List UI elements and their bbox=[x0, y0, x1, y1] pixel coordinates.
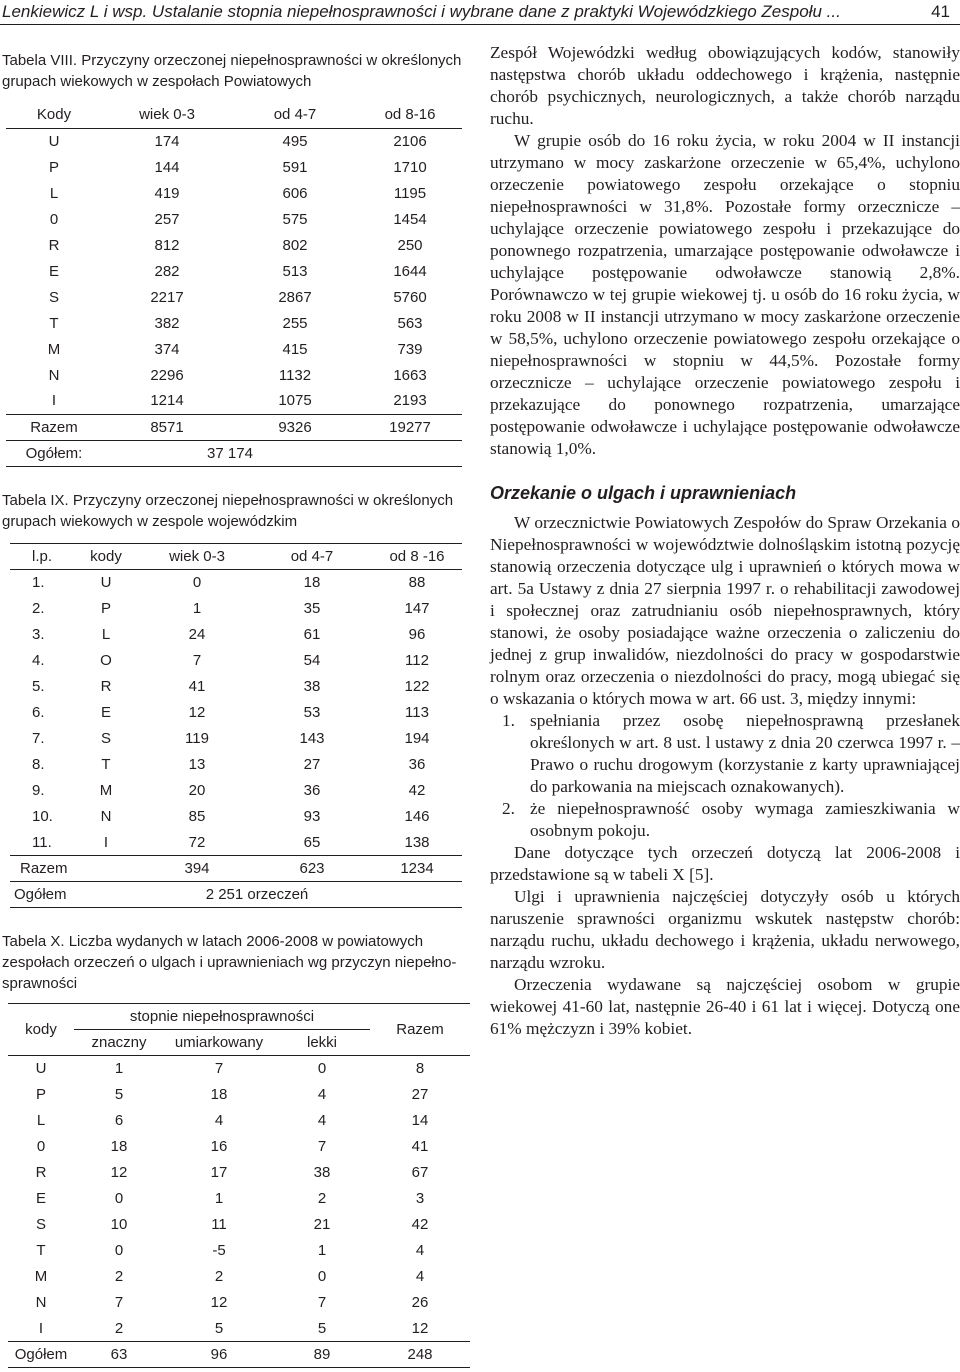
sum-cell: 9326 bbox=[232, 414, 358, 440]
table-row bbox=[8, 1056, 470, 1082]
table-cell: 250 bbox=[397, 236, 423, 254]
table-cell: 4 bbox=[415, 1268, 425, 1285]
table-cell: 8 bbox=[415, 1060, 425, 1078]
table-cell: S bbox=[100, 730, 111, 747]
table-header-row bbox=[8, 1004, 470, 1030]
table8-caption: Tabela VIII. Przyczyny orzeczonej niepełnosprawności w określonych grupach wiekowych w zespołach Powiatowych bbox=[2, 52, 462, 90]
section-heading: Orzekanie o ulgach i uprawnieniach bbox=[490, 483, 797, 503]
table-cell: I bbox=[103, 833, 109, 851]
total-value: 2 251 orzeczeń bbox=[142, 882, 372, 908]
table-row bbox=[6, 154, 462, 180]
table-cell: 7 bbox=[114, 1294, 124, 1311]
table-cell: 194 bbox=[404, 730, 430, 747]
table-cell: 415 bbox=[282, 340, 308, 358]
table9-caption: Tabela IX. Przyczyny orzeczonej niepełnosprawności w określonych grupach wiekowych w zespole wojewódzkim bbox=[2, 492, 454, 530]
table-cell: 0 bbox=[114, 1190, 124, 1207]
table-row bbox=[8, 1212, 470, 1238]
paragraph: Zespół Wojewódzki według obowiązujących kodów, stanowiły następstwa chorób układu oddechowego i krążenia, następnie chorób psychicznych, neurologicznych, a także chorób narządu ruchu. bbox=[490, 43, 960, 128]
table-cell: 16 bbox=[210, 1138, 228, 1155]
list-item-text: spełniania przez osobę niepełnosprawną przesłanek określonych w art. 8 ust. l ustawy z dnia 20 czerwca 1997 r. – Prawo o ruchu drogowym (korzystanie z karty uprawniającej do parkowania na miejscach oznakowanych). bbox=[530, 711, 960, 796]
table-cell: 35 bbox=[303, 600, 321, 617]
sum-cell: 623 bbox=[252, 856, 372, 882]
table-row bbox=[8, 1186, 470, 1212]
table-cell: 6. bbox=[32, 704, 45, 721]
table-cell: 7 bbox=[192, 652, 202, 669]
total-row bbox=[6, 440, 462, 466]
table-cell: 606 bbox=[282, 184, 308, 202]
table-cell: 72 bbox=[188, 833, 206, 851]
table-cell: 113 bbox=[405, 704, 429, 721]
table-cell: 2 bbox=[114, 1268, 124, 1285]
sum-label: Razem bbox=[10, 856, 142, 882]
table-cell: 1195 bbox=[393, 184, 427, 202]
sum-cell: 8571 bbox=[102, 414, 232, 440]
table-cell: 563 bbox=[397, 314, 423, 332]
table-cell: 2. bbox=[32, 600, 45, 617]
total-row bbox=[8, 1342, 470, 1368]
table-cell: 2296 bbox=[150, 366, 184, 384]
table-cell: 495 bbox=[282, 132, 308, 150]
list-item bbox=[490, 710, 960, 798]
table-cell: I bbox=[38, 1319, 44, 1337]
table-cell: 1644 bbox=[393, 262, 427, 280]
table-cell: R bbox=[100, 678, 112, 695]
table-cell: 11 bbox=[211, 1216, 227, 1233]
column-header: kody bbox=[70, 544, 142, 570]
table-cell: 2 bbox=[214, 1268, 224, 1285]
table-row bbox=[10, 726, 462, 752]
table-cell: M bbox=[99, 782, 113, 799]
page-number: 41 bbox=[931, 2, 950, 21]
table-row bbox=[6, 128, 462, 154]
body-text-column bbox=[490, 42, 960, 1040]
table-cell: L bbox=[36, 1112, 46, 1129]
table-cell: 27 bbox=[411, 1086, 429, 1103]
table-cell: N bbox=[35, 1294, 47, 1311]
table-row bbox=[8, 1316, 470, 1342]
table-cell: 4 bbox=[214, 1112, 224, 1129]
table-cell: 144 bbox=[154, 158, 180, 176]
table-cell: 11. bbox=[32, 833, 52, 851]
list-item-text: że niepełnosprawność osoby wymaga zamieszkiwania w osobnym pokoju. bbox=[530, 799, 960, 840]
table-cell: 2217 bbox=[150, 288, 184, 306]
table-cell: 10. bbox=[32, 808, 53, 825]
table-row bbox=[10, 596, 462, 622]
table-cell: 374 bbox=[154, 340, 180, 358]
table-cell: 0 bbox=[192, 574, 202, 592]
table-row bbox=[8, 1134, 470, 1160]
table-cell: 0 bbox=[317, 1060, 327, 1078]
column-group-header: stopnie niepełnosprawności bbox=[74, 1004, 370, 1030]
total-label: Ogółem: bbox=[6, 440, 102, 466]
table-cell: 27 bbox=[303, 756, 321, 773]
table-cell: 174 bbox=[154, 132, 180, 150]
table-cell: 2 bbox=[114, 1319, 124, 1337]
table-cell: 54 bbox=[303, 652, 321, 669]
table-row bbox=[6, 284, 462, 310]
table-cell: 2867 bbox=[278, 288, 312, 306]
table-cell: 41 bbox=[188, 678, 206, 695]
table-cell: 36 bbox=[408, 756, 426, 773]
list-number: 1. bbox=[502, 711, 515, 730]
table-cell: 8. bbox=[32, 756, 45, 773]
table-cell: 36 bbox=[303, 782, 321, 799]
paragraph: Orzeczenia wydawane są najczęściej osobom w grupie wiekowej 41-60 lat, następnie 26-40 i 61 lat i więcej. Dotyczą one 61% mężczyzn i 39% kobiet. bbox=[490, 975, 960, 1038]
table-cell: 93 bbox=[303, 808, 321, 825]
table-row bbox=[6, 388, 462, 414]
table-cell: 802 bbox=[282, 236, 308, 254]
table-cell: 4 bbox=[317, 1112, 327, 1129]
table-cell: U bbox=[35, 1060, 47, 1078]
table-cell: 12 bbox=[411, 1319, 429, 1337]
table-cell: 5760 bbox=[393, 288, 427, 306]
table-cell: 0 bbox=[317, 1268, 327, 1285]
table-cell: 419 bbox=[154, 184, 180, 202]
sum-cell: 1234 bbox=[372, 856, 462, 882]
table10 bbox=[8, 1003, 470, 1368]
table-cell: 7 bbox=[214, 1060, 224, 1078]
sum-row bbox=[6, 414, 462, 440]
table-cell: S bbox=[35, 1216, 46, 1233]
table-row bbox=[6, 232, 462, 258]
table-cell: 38 bbox=[313, 1164, 331, 1181]
table-cell: P bbox=[35, 1086, 46, 1103]
table-row bbox=[10, 570, 462, 596]
table-cell: 18 bbox=[110, 1138, 128, 1155]
table-row bbox=[6, 180, 462, 206]
table-cell: 10 bbox=[110, 1216, 128, 1233]
table-cell: 1075 bbox=[278, 392, 312, 410]
table-cell: E bbox=[35, 1190, 46, 1207]
total-cell: 96 bbox=[164, 1342, 274, 1368]
table9 bbox=[10, 543, 462, 908]
table-cell: 1454 bbox=[393, 210, 427, 228]
table-cell: T bbox=[49, 314, 59, 332]
table-cell: 5. bbox=[32, 678, 45, 695]
table-cell: 1663 bbox=[393, 366, 427, 384]
table-cell: 2106 bbox=[393, 132, 427, 150]
paragraph: Dane dotyczące tych orzeczeń dotyczą lat 2006-2008 i przedstawione są w tabeli X [5]. bbox=[490, 843, 960, 884]
total-cell: 248 bbox=[370, 1342, 470, 1368]
table-header-row bbox=[10, 544, 462, 570]
table-cell: 88 bbox=[408, 574, 426, 592]
table-cell: 4 bbox=[415, 1242, 425, 1259]
table-cell: 65 bbox=[303, 833, 321, 851]
table-cell: 1 bbox=[317, 1242, 327, 1259]
table-cell: -5 bbox=[212, 1242, 226, 1259]
table-cell: N bbox=[100, 808, 112, 825]
table-cell: 143 bbox=[299, 730, 325, 747]
total-cell: 89 bbox=[274, 1342, 370, 1368]
table-cell: 7 bbox=[317, 1294, 327, 1311]
table-cell: 1. bbox=[32, 574, 45, 592]
table-cell: 5 bbox=[114, 1086, 124, 1103]
column-header: Razem bbox=[370, 1004, 470, 1056]
table-cell: 6 bbox=[114, 1112, 124, 1129]
table-cell: 12 bbox=[210, 1294, 228, 1311]
table-cell: T bbox=[101, 756, 111, 773]
table-cell: 61 bbox=[303, 626, 321, 643]
table-cell: M bbox=[34, 1268, 48, 1285]
table-cell: U bbox=[48, 132, 60, 150]
table-cell: 4. bbox=[32, 652, 45, 669]
sum-cell: Razem bbox=[6, 414, 102, 440]
table-cell: 122 bbox=[404, 678, 430, 695]
table-cell: 53 bbox=[303, 704, 321, 721]
table-cell: 85 bbox=[188, 808, 206, 825]
column-header: umiarkowany bbox=[164, 1030, 274, 1056]
column-header: kody bbox=[8, 1004, 74, 1056]
table-cell: 7 bbox=[317, 1138, 327, 1155]
table-cell: 112 bbox=[405, 652, 429, 669]
table-cell: T bbox=[36, 1242, 46, 1259]
table-cell: 575 bbox=[282, 210, 308, 228]
table-cell: O bbox=[100, 652, 112, 669]
numbered-list bbox=[490, 710, 960, 842]
table-row bbox=[8, 1264, 470, 1290]
table-row bbox=[10, 700, 462, 726]
table-cell: 513 bbox=[282, 262, 308, 280]
table-cell: 42 bbox=[408, 782, 426, 799]
table-cell: 96 bbox=[408, 626, 426, 643]
table-cell: P bbox=[100, 600, 111, 617]
list-number: 2. bbox=[502, 799, 515, 818]
table-row bbox=[10, 674, 462, 700]
table10-caption: Tabela X. Liczba wydanych w latach 2006-2008 w powiatowych zespołach orzeczeń o ulgach i uprawnieniach wg przyczyn niepełno-sprawności bbox=[2, 933, 457, 992]
table-cell: 5 bbox=[214, 1319, 224, 1337]
table-cell: 67 bbox=[411, 1164, 429, 1181]
table-cell: M bbox=[47, 340, 61, 358]
table-cell: 12 bbox=[110, 1164, 128, 1181]
table-cell: 0 bbox=[36, 1138, 46, 1155]
table-cell: N bbox=[48, 366, 60, 384]
empty-cell bbox=[372, 882, 462, 908]
table-cell: 382 bbox=[154, 314, 180, 332]
column-header: od 8-16 bbox=[358, 102, 462, 128]
table-cell: 3 bbox=[415, 1190, 425, 1207]
table-cell: R bbox=[48, 236, 60, 254]
table-cell: 1214 bbox=[150, 392, 184, 410]
table-cell: 4 bbox=[317, 1086, 327, 1103]
table-row bbox=[10, 648, 462, 674]
table-cell: 41 bbox=[411, 1138, 429, 1155]
paragraph: W grupie osób do 16 roku życia, w roku 2004 w II instancji utrzymano w mocy zaskarżone orzeczenie w 65,4%, uchylono orzeczenie powiatowego zespołu orzekające o stopniu niepełnosprawności w 31,8%. Pozostałe formy orzecznicze – uchylające orzeczenie powiatowego zespołu i przekazujące do ponownego rozpatrzenia, umarzające postępowanie odwoławcze i uchylające postępowanie odwoławcze stanowią 2,8%. Porównawczo w tej grupie wiekowej tj. u osób do 16 roku życia, w roku 2008 w II instancji utrzymano w mocy zaskarżone orzeczenie w 58,5%, uchylono orzeczenie powiatowego zespołu orzekające o niepełnosprawności w stopniu w 44,5%. Pozostałe formy orzecznicze – uchylające orzeczenie powiatowego zespołu i przekazujące do ponownego rozpatrzenia, umarzające postępowanie odwoławcze i uchylające postępowanie odwoławcze stanowią 1,0%. bbox=[490, 131, 960, 458]
column-header: lekki bbox=[274, 1030, 370, 1056]
table-cell: L bbox=[49, 184, 59, 202]
table-row bbox=[8, 1082, 470, 1108]
table-cell: 282 bbox=[154, 262, 180, 280]
empty-cell bbox=[358, 440, 462, 466]
table-row bbox=[6, 362, 462, 388]
table-cell: 17 bbox=[210, 1164, 228, 1181]
table-cell: 1 bbox=[214, 1190, 224, 1207]
table-row bbox=[6, 206, 462, 232]
table-cell: 0 bbox=[114, 1242, 124, 1259]
total-row bbox=[10, 882, 462, 908]
table-cell: 21 bbox=[313, 1216, 331, 1233]
table-cell: R bbox=[35, 1164, 47, 1181]
sum-cell: 19277 bbox=[358, 414, 462, 440]
total-cell: Ogółem bbox=[8, 1342, 74, 1368]
table-cell: 5 bbox=[317, 1319, 327, 1337]
sum-row bbox=[10, 856, 462, 882]
table-row bbox=[6, 310, 462, 336]
table-row bbox=[10, 778, 462, 804]
table-cell: 255 bbox=[282, 314, 308, 332]
sum-cell: 394 bbox=[142, 856, 252, 882]
table-cell: 7. bbox=[32, 730, 45, 747]
table-cell: 0 bbox=[49, 210, 59, 228]
column-header: l.p. bbox=[10, 544, 70, 570]
table-cell: U bbox=[100, 574, 112, 592]
column-header: Kody bbox=[6, 102, 102, 128]
table-cell: E bbox=[48, 262, 59, 280]
column-header: znaczny bbox=[74, 1030, 164, 1056]
table-cell: 24 bbox=[188, 626, 206, 643]
table-row bbox=[6, 336, 462, 362]
table-row bbox=[8, 1108, 470, 1134]
table-cell: 14 bbox=[411, 1112, 429, 1129]
table-cell: 812 bbox=[154, 236, 180, 254]
table-cell: 42 bbox=[411, 1216, 429, 1233]
table-cell: 138 bbox=[404, 833, 430, 851]
table-cell: 739 bbox=[397, 340, 423, 358]
table-row bbox=[10, 622, 462, 648]
running-title: Lenkiewicz L i wsp. Ustalanie stopnia niepełnosprawności i wybrane dane z praktyki Wojewódzkiego Zespołu ... bbox=[2, 2, 841, 21]
table-cell: 18 bbox=[210, 1086, 228, 1103]
table-cell: 119 bbox=[185, 730, 209, 747]
table-cell: 13 bbox=[188, 756, 206, 773]
table-cell: 2 bbox=[317, 1190, 327, 1207]
paragraph: W orzecznictwie Powiatowych Zespołów do Spraw Orzekania o Niepełnosprawności w województwie dolnośląskim istotną pozycję stanowią orzeczenia dotyczące ulg i uprawnień o których mowa w art. 5a Ustawy z dnia 27 sierpnia 1997 r. o rehabilitacji zawodowej i społecznej oraz zatrudnianiu osób niepełnosprawnych, który stanowi, że osoby posiadające ważne orzeczenia o zaliczeniu do jednej z grup inwalidów, niezdolności do pracy w gospodarstwie rolnym oraz orzeczenia o niezdolności do pracy, mogą ubiegać się o wskazania o których mowa w art. 66 ust. 3, między innymi: bbox=[490, 513, 960, 708]
column-header: wiek 0-3 bbox=[102, 102, 232, 128]
table-cell: 18 bbox=[303, 574, 321, 592]
table-cell: 257 bbox=[154, 210, 180, 228]
table-cell: L bbox=[101, 626, 111, 643]
column-header: od 4-7 bbox=[252, 544, 372, 570]
total-value: 37 174 bbox=[102, 440, 358, 466]
table-row bbox=[10, 804, 462, 830]
paragraph: Ulgi i uprawnienia najczęściej dotyczyły osób u których naruszenie sprawności organizmu wskutek następstw chorób: narządu ruchu, układu dechowego i krążenia, układu nerwowego, narządu wzroku. bbox=[490, 887, 960, 972]
total-cell: 63 bbox=[74, 1342, 164, 1368]
table-cell: 591 bbox=[282, 158, 308, 176]
table-cell: 3. bbox=[32, 626, 45, 643]
list-item bbox=[490, 798, 960, 842]
table-cell: 26 bbox=[411, 1294, 429, 1311]
column-header: od 4-7 bbox=[232, 102, 358, 128]
table-cell: 38 bbox=[303, 678, 321, 695]
page-header bbox=[0, 0, 960, 26]
column-header: wiek 0-3 bbox=[142, 544, 252, 570]
table-cell: I bbox=[51, 392, 57, 410]
table-row bbox=[6, 258, 462, 284]
table-cell: 146 bbox=[404, 808, 430, 825]
table-row bbox=[8, 1238, 470, 1264]
table-cell: S bbox=[48, 288, 59, 306]
column-header: od 8 -16 bbox=[372, 544, 462, 570]
header-rule bbox=[0, 24, 960, 25]
table-header-row bbox=[6, 102, 462, 128]
table-row bbox=[10, 752, 462, 778]
table-row bbox=[8, 1160, 470, 1186]
table-cell: E bbox=[100, 704, 111, 721]
table-cell: 1 bbox=[192, 600, 202, 617]
total-label: Ogółem bbox=[10, 882, 142, 908]
table-cell: 12 bbox=[188, 704, 206, 721]
table-cell: 2193 bbox=[393, 392, 427, 410]
table8 bbox=[6, 102, 462, 467]
table-cell: 147 bbox=[404, 600, 430, 617]
table-cell: 1132 bbox=[278, 366, 312, 384]
table-row bbox=[8, 1290, 470, 1316]
table-cell: 1710 bbox=[393, 158, 427, 176]
table-cell: P bbox=[48, 158, 59, 176]
table-row bbox=[10, 830, 462, 856]
table-cell: 1 bbox=[114, 1060, 124, 1078]
table-cell: 9. bbox=[32, 782, 45, 799]
table-cell: 20 bbox=[188, 782, 206, 799]
